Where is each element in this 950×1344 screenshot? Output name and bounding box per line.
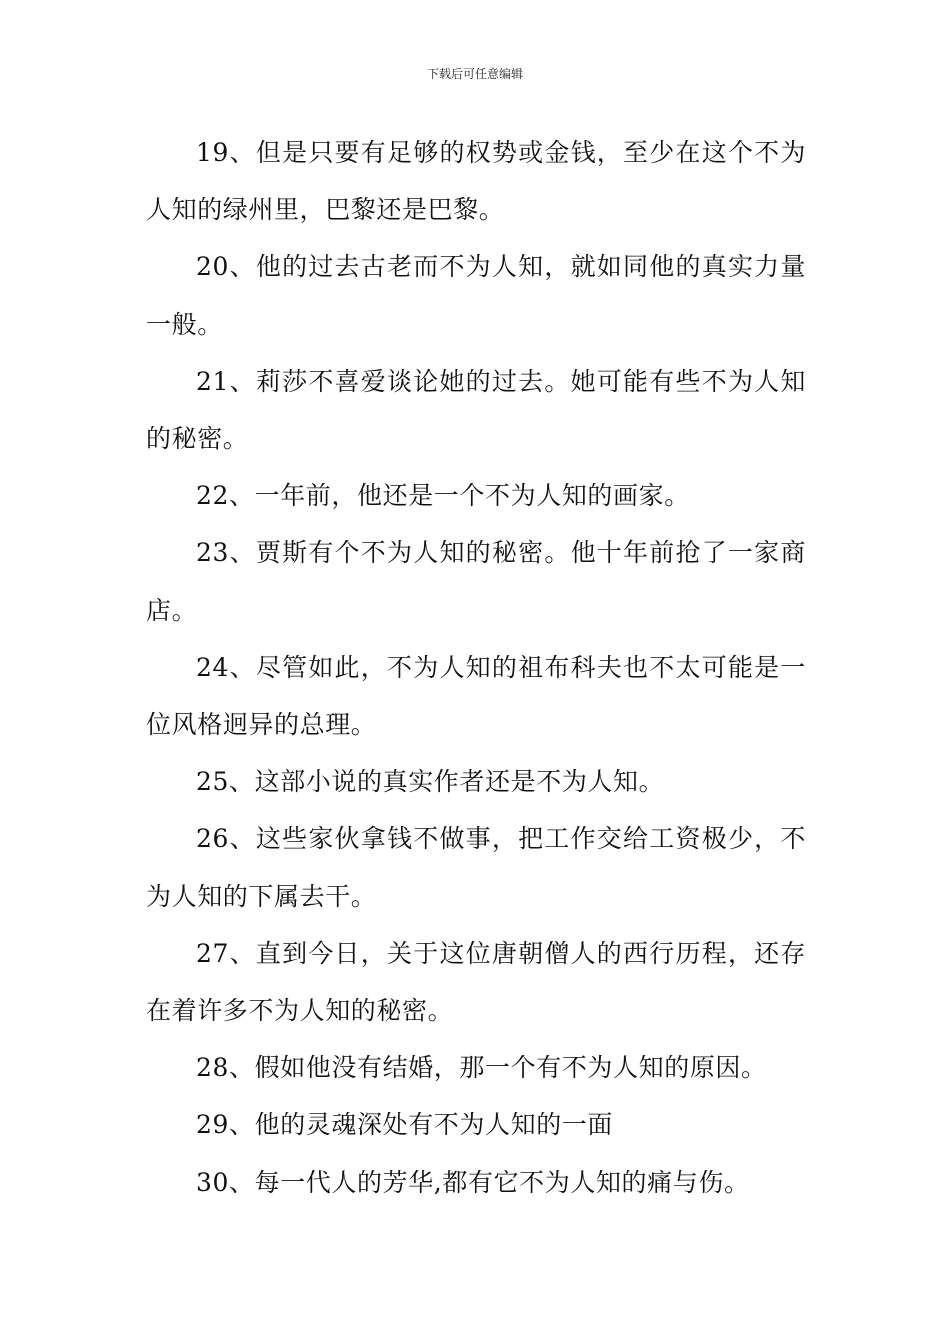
document-body <box>146 124 806 1211</box>
paragraph: 25、这部小说的真实作者还是不为人知。 <box>196 767 665 797</box>
paragraph: 26、这些家伙拿钱不做事，把工作交给工资极少，不为人知的下属去干。 <box>146 824 806 911</box>
paragraph: 29、他的灵魂深处有不为人知的一面 <box>196 1110 614 1140</box>
page-header: 下载后可任意编辑 <box>426 67 523 81</box>
paragraph: 22、一年前，他还是一个不为人知的画家。 <box>196 481 690 511</box>
paragraph: 19、但是只要有足够的权势或金钱，至少在这个不为人知的绿州里，巴黎还是巴黎。 <box>146 138 806 225</box>
paragraph: 21、莉莎不喜爱谈论她的过去。她可能有些不为人知的秘密。 <box>146 366 806 454</box>
paragraph: 27、直到今日，关于这位唐朝僧人的西行历程，还存在着许多不为人知的秘密。 <box>146 938 806 1026</box>
paragraph: 28、假如他没有结婚，那一个有不为人知的原因。 <box>196 1053 767 1083</box>
paragraph: 23、贾斯有个不为人知的秘密。他十年前抢了一家商店。 <box>146 538 806 625</box>
paragraph: 20、他的过去古老而不为人知，就如同他的真实力量一般。 <box>146 252 806 339</box>
paragraph: 30、每一代人的芳华,都有它不为人知的痛与伤。 <box>196 1167 750 1197</box>
paragraph: 24、尽管如此，不为人知的祖布科夫也不太可能是一位风格迥异的总理。 <box>146 652 806 740</box>
